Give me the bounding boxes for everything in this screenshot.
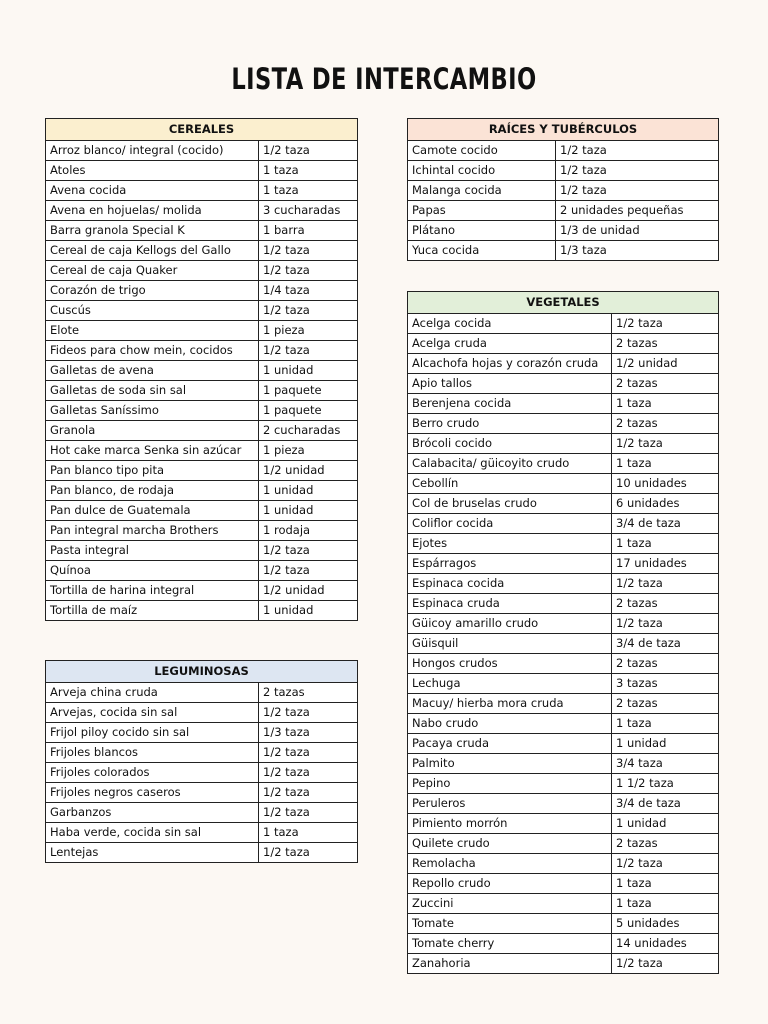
portion-cell: 3/4 taza <box>612 754 719 774</box>
table-row <box>46 823 358 843</box>
portion-cell: 2 tazas <box>612 414 719 434</box>
raices-table <box>407 118 719 261</box>
portion-cell: 5 unidades <box>612 914 719 934</box>
food-name-cell: Barra granola Special K <box>46 221 259 241</box>
portion-cell: 2 tazas <box>612 694 719 714</box>
portion-cell: 1 unidad <box>259 601 358 621</box>
food-name-cell: Arroz blanco/ integral (cocido) <box>46 141 259 161</box>
table-row <box>408 874 719 894</box>
table-row <box>46 561 358 581</box>
table-row <box>408 774 719 794</box>
portion-cell: 1 unidad <box>259 481 358 501</box>
food-name-cell: Tortilla de harina integral <box>46 581 259 601</box>
food-name-cell: Yuca cocida <box>408 241 556 261</box>
portion-cell: 1 barra <box>259 221 358 241</box>
table-row <box>408 434 719 454</box>
portion-cell: 1/2 taza <box>259 541 358 561</box>
table-row <box>408 514 719 534</box>
portion-cell: 3 cucharadas <box>259 201 358 221</box>
portion-cell: 1/4 taza <box>259 281 358 301</box>
table-row <box>408 894 719 914</box>
table-row <box>46 301 358 321</box>
portion-cell: 1/2 taza <box>259 301 358 321</box>
food-name-cell: Palmito <box>408 754 612 774</box>
portion-cell: 1/3 taza <box>556 241 719 261</box>
table-row <box>408 674 719 694</box>
portion-cell: 3/4 de taza <box>612 794 719 814</box>
portion-cell: 1 1/2 taza <box>612 774 719 794</box>
portion-cell: 1/2 taza <box>259 341 358 361</box>
leguminosas-header: LEGUMINOSAS <box>46 661 358 683</box>
food-name-cell: Ichintal cocido <box>408 161 556 181</box>
food-name-cell: Galletas de soda sin sal <box>46 381 259 401</box>
table-row <box>408 794 719 814</box>
table-row <box>46 161 358 181</box>
portion-cell: 1 taza <box>612 874 719 894</box>
portion-cell: 1 unidad <box>259 501 358 521</box>
food-name-cell: Güicoy amarillo crudo <box>408 614 612 634</box>
food-name-cell: Cereal de caja Quaker <box>46 261 259 281</box>
table-row <box>46 261 358 281</box>
food-name-cell: Tortilla de maíz <box>46 601 259 621</box>
food-name-cell: Brócoli cocido <box>408 434 612 454</box>
food-name-cell: Frijoles negros caseros <box>46 783 259 803</box>
portion-cell: 1/2 taza <box>259 261 358 281</box>
vegetales-table <box>407 291 719 974</box>
portion-cell: 1/2 taza <box>612 954 719 974</box>
portion-cell: 2 tazas <box>259 683 358 703</box>
portion-cell: 1/2 taza <box>556 161 719 181</box>
food-name-cell: Espárragos <box>408 554 612 574</box>
table-row <box>46 241 358 261</box>
table-row <box>408 594 719 614</box>
cereales-header: CEREALES <box>46 119 358 141</box>
table-row <box>408 141 719 161</box>
food-name-cell: Haba verde, cocida sin sal <box>46 823 259 843</box>
food-name-cell: Lechuga <box>408 674 612 694</box>
table-row <box>46 521 358 541</box>
food-name-cell: Galletas de avena <box>46 361 259 381</box>
portion-cell: 1/2 taza <box>259 743 358 763</box>
portion-cell: 1 paquete <box>259 401 358 421</box>
portion-cell: 1/2 taza <box>556 141 719 161</box>
table-row <box>46 401 358 421</box>
portion-cell: 2 tazas <box>612 594 719 614</box>
portion-cell: 1 taza <box>612 394 719 414</box>
table-row <box>408 334 719 354</box>
table-row <box>408 734 719 754</box>
portion-cell: 1/2 taza <box>612 614 719 634</box>
table-row <box>46 501 358 521</box>
cereales-table <box>45 118 358 621</box>
food-name-cell: Frijoles colorados <box>46 763 259 783</box>
table-row <box>408 241 719 261</box>
table-row <box>46 843 358 863</box>
table-row <box>46 381 358 401</box>
food-name-cell: Fideos para chow mein, cocidos <box>46 341 259 361</box>
food-name-cell: Tomate <box>408 914 612 934</box>
food-name-cell: Cereal de caja Kellogs del Gallo <box>46 241 259 261</box>
portion-cell: 10 unidades <box>612 474 719 494</box>
vegetales-header: VEGETALES <box>408 292 719 314</box>
table-row <box>408 554 719 574</box>
food-name-cell: Cuscús <box>46 301 259 321</box>
table-row <box>408 201 719 221</box>
portion-cell: 17 unidades <box>612 554 719 574</box>
portion-cell: 2 tazas <box>612 374 719 394</box>
food-name-cell: Arvejas, cocida sin sal <box>46 703 259 723</box>
portion-cell: 1 pieza <box>259 441 358 461</box>
food-name-cell: Avena cocida <box>46 181 259 201</box>
food-name-cell: Tomate cherry <box>408 934 612 954</box>
portion-cell: 1/2 taza <box>259 783 358 803</box>
food-name-cell: Coliflor cocida <box>408 514 612 534</box>
table-row <box>408 394 719 414</box>
table-row <box>408 614 719 634</box>
table-row <box>408 474 719 494</box>
portion-cell: 1 unidad <box>259 361 358 381</box>
food-name-cell: Nabo crudo <box>408 714 612 734</box>
portion-cell: 3 tazas <box>612 674 719 694</box>
food-name-cell: Zuccini <box>408 894 612 914</box>
food-name-cell: Atoles <box>46 161 259 181</box>
table-row <box>408 374 719 394</box>
table-row <box>408 834 719 854</box>
table-row <box>408 694 719 714</box>
food-name-cell: Repollo crudo <box>408 874 612 894</box>
portion-cell: 14 unidades <box>612 934 719 954</box>
food-name-cell: Granola <box>46 421 259 441</box>
food-name-cell: Espinaca cruda <box>408 594 612 614</box>
portion-cell: 1/2 taza <box>259 763 358 783</box>
portion-cell: 1/2 taza <box>556 181 719 201</box>
table-row <box>408 574 719 594</box>
portion-cell: 1/2 taza <box>612 854 719 874</box>
food-name-cell: Plátano <box>408 221 556 241</box>
table-row <box>408 181 719 201</box>
portion-cell: 2 tazas <box>612 654 719 674</box>
food-name-cell: Quilete crudo <box>408 834 612 854</box>
food-name-cell: Malanga cocida <box>408 181 556 201</box>
portion-cell: 1 unidad <box>612 734 719 754</box>
portion-cell: 1/2 taza <box>612 314 719 334</box>
table-row <box>408 454 719 474</box>
food-name-cell: Frijoles blancos <box>46 743 259 763</box>
food-name-cell: Col de bruselas crudo <box>408 494 612 514</box>
table-row <box>408 161 719 181</box>
food-name-cell: Remolacha <box>408 854 612 874</box>
food-name-cell: Pan integral marcha Brothers <box>46 521 259 541</box>
portion-cell: 1/2 unidad <box>612 354 719 374</box>
table-row <box>46 141 358 161</box>
table-row <box>408 494 719 514</box>
table-row <box>408 954 719 974</box>
food-name-cell: Pan blanco tipo pita <box>46 461 259 481</box>
food-name-cell: Zanahoria <box>408 954 612 974</box>
portion-cell: 1/2 taza <box>612 574 719 594</box>
table-row <box>46 541 358 561</box>
food-name-cell: Alcachofa hojas y corazón cruda <box>408 354 612 374</box>
table-row <box>46 763 358 783</box>
food-name-cell: Cebollín <box>408 474 612 494</box>
food-name-cell: Acelga cruda <box>408 334 612 354</box>
food-name-cell: Galletas Saníssimo <box>46 401 259 421</box>
table-row <box>408 814 719 834</box>
portion-cell: 2 tazas <box>612 834 719 854</box>
table-row <box>46 481 358 501</box>
table-row <box>408 914 719 934</box>
table-row <box>46 723 358 743</box>
portion-cell: 1/2 taza <box>259 241 358 261</box>
table-row <box>46 601 358 621</box>
portion-cell: 1 taza <box>612 454 719 474</box>
table-row <box>46 321 358 341</box>
table-row <box>46 181 358 201</box>
portion-cell: 6 unidades <box>612 494 719 514</box>
portion-cell: 1 taza <box>259 161 358 181</box>
portion-cell: 1/2 unidad <box>259 581 358 601</box>
table-row <box>46 341 358 361</box>
table-row <box>408 714 719 734</box>
table-row <box>408 354 719 374</box>
portion-cell: 2 unidades pequeñas <box>556 201 719 221</box>
portion-cell: 1 taza <box>612 534 719 554</box>
table-row <box>46 743 358 763</box>
food-name-cell: Corazón de trigo <box>46 281 259 301</box>
table-row <box>46 281 358 301</box>
portion-cell: 1 pieza <box>259 321 358 341</box>
food-name-cell: Pan dulce de Guatemala <box>46 501 259 521</box>
food-name-cell: Apio tallos <box>408 374 612 394</box>
table-row <box>46 441 358 461</box>
portion-cell: 1 taza <box>259 181 358 201</box>
portion-cell: 1/2 taza <box>612 434 719 454</box>
food-name-cell: Quínoa <box>46 561 259 581</box>
portion-cell: 1/2 taza <box>259 843 358 863</box>
raices-header: RAÍCES Y TUBÉRCULOS <box>408 119 719 141</box>
food-name-cell: Macuy/ hierba mora cruda <box>408 694 612 714</box>
table-row <box>46 361 358 381</box>
food-name-cell: Arveja china cruda <box>46 683 259 703</box>
food-name-cell: Frijol piloy cocido sin sal <box>46 723 259 743</box>
food-name-cell: Pasta integral <box>46 541 259 561</box>
portion-cell: 1/2 unidad <box>259 461 358 481</box>
table-row <box>408 934 719 954</box>
portion-cell: 1/2 taza <box>259 703 358 723</box>
portion-cell: 1 paquete <box>259 381 358 401</box>
table-row <box>408 221 719 241</box>
table-row <box>46 201 358 221</box>
table-row <box>408 854 719 874</box>
food-name-cell: Pepino <box>408 774 612 794</box>
food-name-cell: Güisquil <box>408 634 612 654</box>
food-name-cell: Garbanzos <box>46 803 259 823</box>
table-row <box>46 683 358 703</box>
table-row <box>408 534 719 554</box>
food-name-cell: Camote cocido <box>408 141 556 161</box>
table-row <box>46 421 358 441</box>
food-name-cell: Pan blanco, de rodaja <box>46 481 259 501</box>
portion-cell: 1 rodaja <box>259 521 358 541</box>
food-name-cell: Hot cake marca Senka sin azúcar <box>46 441 259 461</box>
food-name-cell: Elote <box>46 321 259 341</box>
food-name-cell: Pimiento morrón <box>408 814 612 834</box>
portion-cell: 1 taza <box>612 714 719 734</box>
food-name-cell: Acelga cocida <box>408 314 612 334</box>
portion-cell: 3/4 de taza <box>612 514 719 534</box>
table-row <box>408 754 719 774</box>
table-row <box>46 461 358 481</box>
food-name-cell: Avena en hojuelas/ molida <box>46 201 259 221</box>
leguminosas-table <box>45 660 358 863</box>
table-row <box>46 803 358 823</box>
table-row <box>46 221 358 241</box>
table-row <box>46 703 358 723</box>
food-name-cell: Lentejas <box>46 843 259 863</box>
page-title: LISTA DE INTERCAMBIO <box>231 62 537 96</box>
portion-cell: 1 unidad <box>612 814 719 834</box>
portion-cell: 1/2 taza <box>259 561 358 581</box>
portion-cell: 2 cucharadas <box>259 421 358 441</box>
portion-cell: 1/2 taza <box>259 803 358 823</box>
table-row <box>408 314 719 334</box>
food-name-cell: Espinaca cocida <box>408 574 612 594</box>
food-name-cell: Peruleros <box>408 794 612 814</box>
table-row <box>408 414 719 434</box>
portion-cell: 2 tazas <box>612 334 719 354</box>
food-name-cell: Ejotes <box>408 534 612 554</box>
table-row <box>408 634 719 654</box>
portion-cell: 3/4 de taza <box>612 634 719 654</box>
portion-cell: 1 taza <box>259 823 358 843</box>
food-name-cell: Papas <box>408 201 556 221</box>
portion-cell: 1 taza <box>612 894 719 914</box>
table-row <box>408 654 719 674</box>
food-name-cell: Calabacita/ güicoyito crudo <box>408 454 612 474</box>
table-row <box>46 581 358 601</box>
food-name-cell: Pacaya cruda <box>408 734 612 754</box>
portion-cell: 1/2 taza <box>259 141 358 161</box>
portion-cell: 1/3 taza <box>259 723 358 743</box>
food-name-cell: Berenjena cocida <box>408 394 612 414</box>
food-name-cell: Hongos crudos <box>408 654 612 674</box>
food-name-cell: Berro crudo <box>408 414 612 434</box>
table-row <box>46 783 358 803</box>
portion-cell: 1/3 de unidad <box>556 221 719 241</box>
